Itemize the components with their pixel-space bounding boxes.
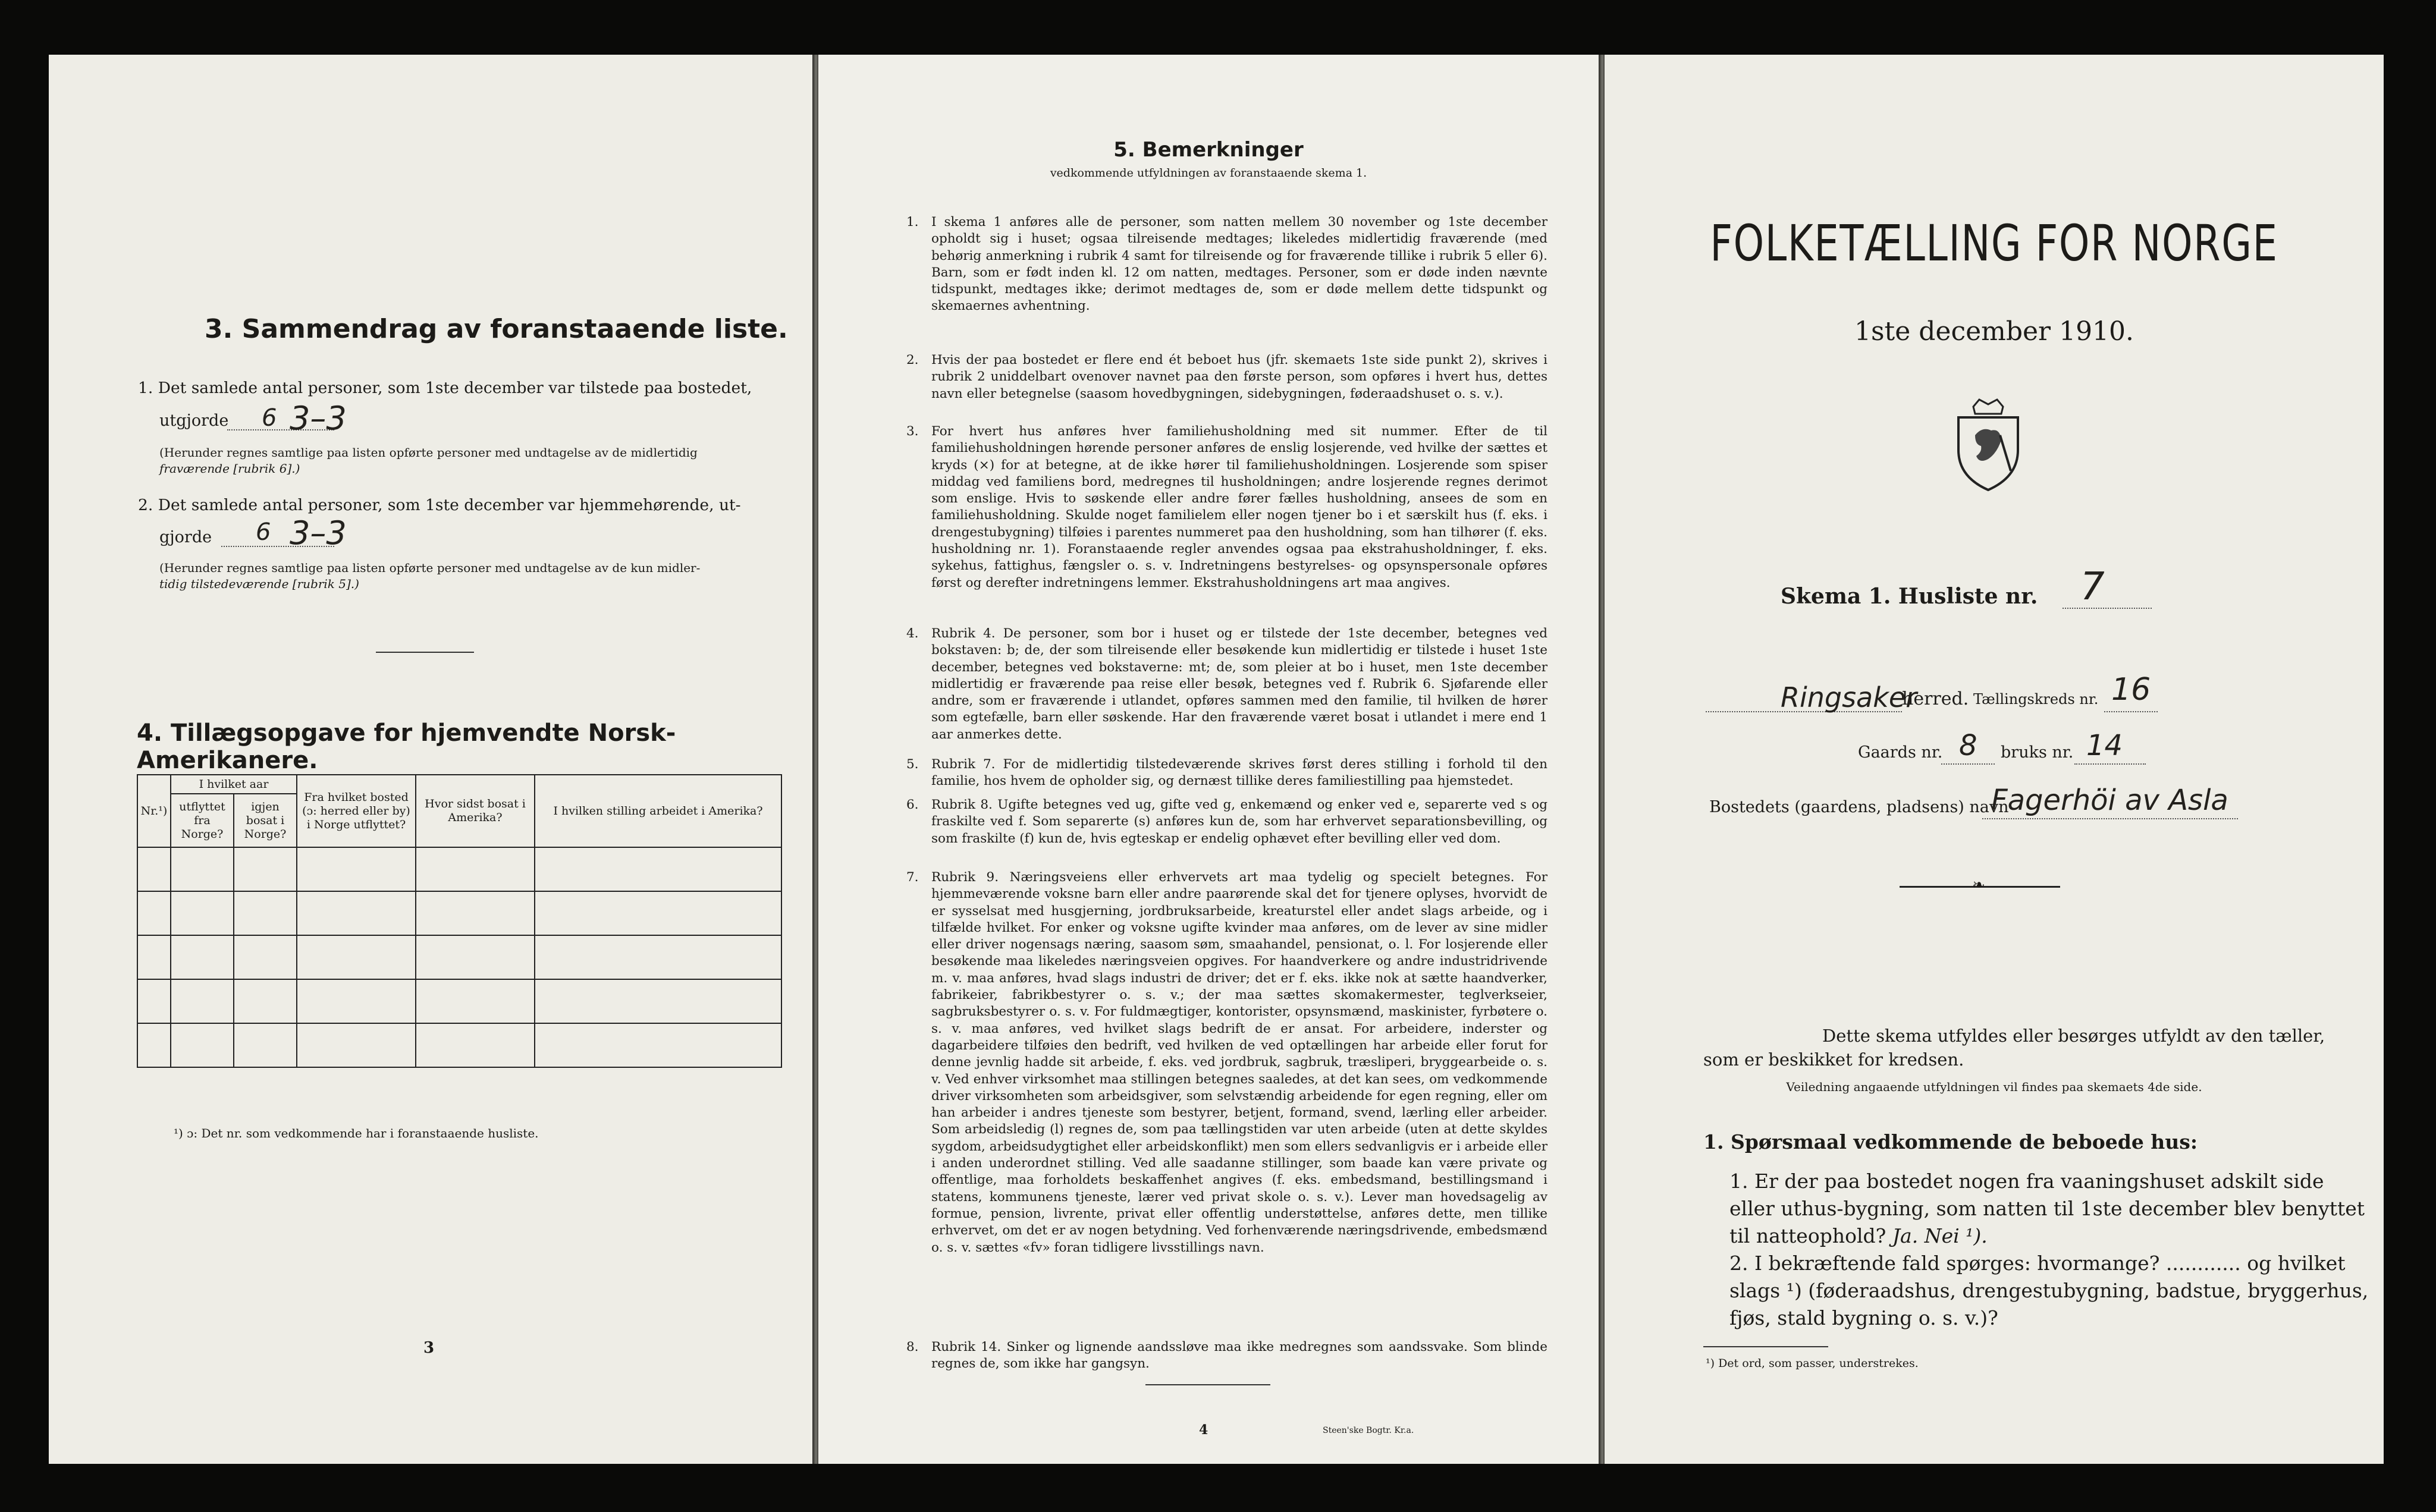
- item1-value: 6: [262, 404, 277, 432]
- item1-utgjorde: utgjorde: [159, 411, 229, 430]
- table-row: [137, 935, 781, 979]
- item2-hand: 3–3: [290, 514, 347, 552]
- item2-text: 2. Det samlede antal personer, som 1ste december var hjemmehørende, ut-: [138, 496, 741, 514]
- bruks-label: bruks nr.: [2001, 743, 2074, 762]
- coat-of-arms-icon: [1947, 394, 2030, 495]
- item2-gjorde: gjorde: [159, 528, 212, 546]
- skema-label: Skema 1. Husliste nr.: [1781, 584, 2038, 609]
- kreds-label: Tællingskreds nr.: [1973, 691, 2099, 708]
- page-number: 4: [1199, 1422, 1208, 1438]
- table-row: [137, 847, 781, 891]
- husliste-nr: 7: [2080, 565, 2105, 609]
- instruction-1: Dette skema utfyldes eller besørges utfyldt av den tæller, som er beskikket for kredsen.: [1703, 1026, 2325, 1070]
- question-1-answer: Ja. Nei ¹).: [1892, 1224, 1988, 1247]
- note-4: 4. Rubrik 4. De personer, som bor i huset og er tilstede der 1ste december, betegnes ved bokstaven: b; de, der som tilreisende eller besøkende kun midlertidig er tilstede i huset 1ste december, betegnes ved bokstaverne: mt; de, som pleier at bo i huset, men 1ste december midlertidig er fraværende paa reise eller besøk, betegnes ved f. Rubrik 6. Sjøfarende eller andre, som er fraværende i utlandet, opføres sammen med den familie, til hvilken de hører som egtefælle, barn eller søskende. Har den fraværende været bosat i utlandet i mere end 1 aar anmerkes dette.: [906, 626, 1547, 742]
- item1-note: (Herunder regnes samtlige paa listen opførte personer med undtagelse av de midlertidig fraværende [rubrik 6].): [159, 445, 698, 476]
- note-2: 2. Hvis der paa bostedet er flere end ét beboet hus (jfr. skemaets 1ste side punkt 2), skrives i rubrik 2 uniddelbart ovenover navnet paa den første person, som opføres i hvert hus, dettes navn eller betegnelse (saasom hovedbygningen, sidebygningen, føderaadshuset o. s. v.).: [906, 353, 1547, 401]
- gaards-label: Gaards nr.: [1858, 743, 1943, 762]
- instruction-2: Veiledning angaaende utfyldningen vil findes paa skemaets 4de side.: [1786, 1080, 2202, 1094]
- note-6: 6. Rubrik 8. Ugifte betegnes ved ug, gifte ved g, enkemænd og enker ved e, separerte ved s og fraskilte ved f. Som separerte (s) anføres kun de, som har erhvervet separationsbevilling, og som fraskilte (f) kun de, hvis egteskap er endelig ophævet efter bevilling eller ved dom.: [906, 797, 1547, 846]
- table-row: [137, 1023, 781, 1067]
- item1-text: 1. Det samlede antal personer, som 1ste december var tilstede paa bostedet,: [138, 379, 752, 397]
- table-row: [137, 891, 781, 935]
- item1-hand: 3–3: [290, 400, 347, 437]
- census-title: FOLKETÆLLING FOR NORGE: [1710, 214, 2278, 272]
- herred-value: Ringsaker: [1781, 681, 1917, 713]
- census-date: 1ste december 1910.: [1854, 316, 2134, 347]
- note-8: 8. Rubrik 14. Sinker og lignende aandssløve maa ikke medregnes som aandssvake. Som blinde regnes de, som ikke har gangsyn.: [906, 1340, 1547, 1372]
- bosted-value: Fagerhöi av Asla: [1991, 784, 2228, 817]
- page-middle: [818, 55, 1599, 1464]
- table-row: [137, 979, 781, 1023]
- page-number: 3: [423, 1339, 435, 1357]
- divider: [1145, 1384, 1270, 1385]
- herred-label: herred.: [1902, 689, 1969, 709]
- section4-title: 4. Tillægsopgave for hjemvendte Norsk-Amerikanere.: [137, 719, 676, 774]
- norsk-amerikanere-table: [137, 774, 782, 1068]
- note-7: 7. Rubrik 9. Næringsveiens eller erhvervets art maa tydelig og specielt betegnes. For hjemmeværende voksne barn eller andre paarørende skal det for tjenere oplyses, hvorvidt de er sysselsat med husgjerning, jordbruksarbeide, kreaturstel eller andet slags arbeide, og i tilfælde hvilket. For enker og voksne ugifte kvinder maa anføres, om de lever av sine midler eller driver nogensags næring, saasom søm, smaahandel, pensionat, o. l. For losjerende eller besøkende maa likeledes næringsveien opgives. For haandverkere og andre industridrivende m. v. maa anføres, hvad slags industri de driver; det er f. eks. ikke nok at sætte haandverker, fabrikeier, fabrikbestyrer o. s. v.; der maa sættes skomakermester, teglverkseier, sagbruksbestyrer o. s. v. For fuldmægtiger, kontorister, opsynsmænd, maskinister, fyrbøtere o. s. v. maa anføres, ved hvilket slags bedrift de er ansat. For arbeidere, inderster og dagarbeidere tilføies den bedrift, ved hvilken de ved optællingen har arbeide eller forut for denne jevnlig hadde sit arbeide, f. eks. ved jordbruk, sagbruk, træsliperi, bryggearbeide o. s. v. Ved enhver virksomhet maa stillingen betegnes saaledes, at det kan sees, om vedkommende driver virksomheten som arbeidsgiver, som selvstændig arbeidende for egen regning, eller om han arbeider i andres tjeneste som bestyrer, betjent, formand, svend, lærling eller arbeider. Som arbeidsledig (l) regnes de, som paa tællingstiden var uten arbeide (uten at dette skyldes sygdom, arbeidsudygtighet eller arbeidskonflikt) men som ellers sedvanligvis er i arbeide eller i anden underordnet stilling. Ved alle saadanne stillinger, som baade kan være private og offentlige, maa forholdets beskaffenhet angives (f. eks. embedsmand, bestillingsmand i statens, kommunens tjeneste, lærer ved privat skole o. s. v.). Lever man hovedsagelig av formue, pension, livrente, privat eller offentlig understøttelse, anføres dette, men tillike erhvervet, om det er av nogen betydning. Ved forhenværende næringsdrivende, embedsmænd o. s. v. sættes «fv» foran tidligere livsstillings navn.: [906, 870, 1547, 1255]
- col-igjen: igjen bosat i Norge?: [234, 794, 297, 847]
- remarks-subtitle: vedkommende utfyldningen av foranstaaende skema 1.: [1050, 166, 1367, 180]
- table-footnote: ¹) ɔ: Det nr. som vedkommende har i foranstaaende husliste.: [174, 1126, 539, 1140]
- col-nr: Nr.¹): [137, 775, 171, 847]
- printer-mark: Steen'ske Bogtr. Kr.a.: [1323, 1426, 1414, 1435]
- col-utflyttet: utflyttet fra Norge?: [171, 794, 234, 847]
- item2-note: (Herunder regnes samtlige paa listen opførte personer med undtagelse av de kun midler- tidig tilstedeværende [rubrik 5].): [159, 561, 701, 591]
- question-1: 1. Er der paa bostedet nogen fra vaaningshuset adskilt side eller uthus-bygning, som natten til 1ste december blev benyttet til natteophold? Ja. Nei ¹).: [1729, 1170, 2365, 1247]
- divider: [1703, 1346, 1828, 1347]
- note-3: 3. For hvert hus anføres hver familiehusholdning med sit nummer. Efter de til familiehusholdningen hørende personer anføres de enslig losjerende, ved hvilke der sættes et kryds (×) for at betegne, at de ikke hører til familiehusholdningen. Losjerende som spiser middag ved familiens bord, medregnes til husholdningen; andre losjerende regnes derimot som enslige. Hvis to søskende eller andre fører fælles husholdning, ansees de som en familiehusholdning. Skulde noget familielem eller nogen tjener bo i et særskilt hus (f. eks. i drengestubygning) tilføies i parentes nummeret paa den husholdning, som han tilhører (f. eks. husholdning nr. 1). Foranstaaende regler anvendes ogsaa paa ekstrahusholdninger, f. eks. sykehus, fattighus, fængsler o. s. v. Indretningens bestyrelses- og opsynspersonale opføres først og derefter indretningens lemmer. Ekstrahusholdningens art maa angives.: [906, 424, 1547, 590]
- section3-title: 3. Sammendrag av foranstaaende liste.: [205, 314, 788, 344]
- bruks-value: 14: [2086, 729, 2123, 762]
- col-group: I hvilket aar: [171, 775, 297, 794]
- col-stilling: I hvilken stilling arbeidet i Amerika?: [535, 775, 781, 847]
- page-left: [49, 55, 813, 1464]
- col-hvor: Hvor sidst bosat i Amerika?: [416, 775, 535, 847]
- ornament-icon: ❧: [1972, 876, 1985, 894]
- col-fra: Fra hvilket bosted (ɔ: herred eller by) i Norge utflyttet?: [297, 775, 416, 847]
- right-footnote: ¹) Det ord, som passer, understrekes.: [1706, 1357, 1919, 1370]
- page-right: [1605, 55, 2384, 1464]
- questions-heading: 1. Spørsmaal vedkommende de beboede hus:: [1703, 1130, 2198, 1153]
- note-5: 5. Rubrik 7. For de midlertidig tilstedeværende skrives først deres stilling i forhold til den familie, hos hvem de opholder sig, og dernæst tillike deres familiestilling paa hjemstedet.: [906, 757, 1547, 789]
- remarks-title: 5. Bemerkninger: [1113, 138, 1304, 162]
- bosted-label: Bostedets (gaardens, pladsens) navn: [1709, 798, 2009, 816]
- question-2: 2. I bekræftende fald spørges: hvormange? ............ og hvilket slags ¹) (føderaadshus, drengestubygning, badstue, bryggerhus, fjøs, stald bygning o. s. v.)?: [1729, 1252, 2369, 1329]
- note-1: 1. I skema 1 anføres alle de personer, som natten mellem 30 november og 1ste december opholdt sig i huset; ogsaa tilreisende medtages; likeledes midlertidig fraværende (med behørig anmerkning i rubrik 4 samt for tilreisende og for fraværende tillike i rubrik 5 eller 6). Barn, som er født inden kl. 12 om natten, medtages. Personer, som er døde inden nævnte tidspunkt, medtages ikke; derimot medtages de, som er døde mellem dette tidspunkt og skemaernes avhentning.: [906, 215, 1547, 314]
- divider: [376, 652, 474, 653]
- kreds-value: 16: [2111, 672, 2151, 708]
- gaards-value: 8: [1959, 729, 1977, 762]
- item2-value: 6: [256, 518, 271, 546]
